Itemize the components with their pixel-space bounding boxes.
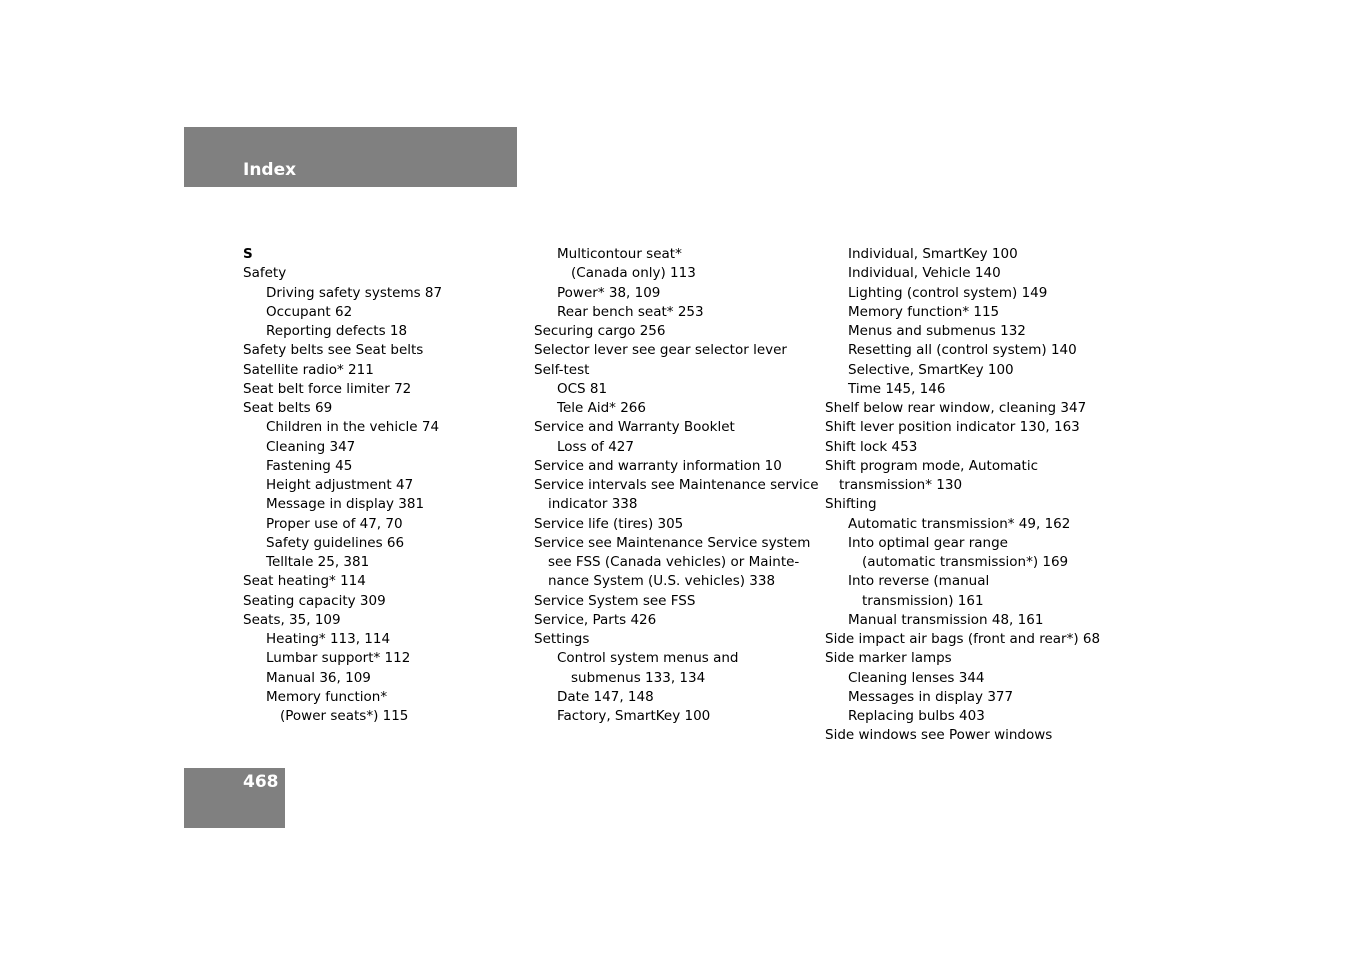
index-entry: Settings — [534, 631, 590, 647]
index-subentry: Lighting (control system) 149 — [848, 284, 1048, 301]
index-subentry: Driving safety systems 87 — [266, 284, 443, 301]
index-subentry-continuation: submenus 133, 134 — [571, 669, 706, 686]
index-entry: Self-test — [534, 361, 590, 378]
index-entry: Seat belts 69 — [243, 400, 333, 416]
index-entry: Shift program mode, Automatic — [825, 457, 1038, 474]
index-entry-continuation: transmission* 130 — [839, 477, 963, 493]
index-entry-continuation: nance System (U.S. vehicles) 338 — [548, 573, 776, 590]
index-subentry: Message in display 381 — [266, 496, 425, 513]
index-entry: Side marker lamps — [825, 650, 952, 667]
index-entry: Service life (tires) 305 — [534, 515, 684, 532]
page-number: 468 — [243, 772, 279, 792]
index-subentry: Telltale 25, 381 — [266, 554, 370, 570]
index-subentry: Messages in display 377 — [848, 688, 1014, 705]
index-subentry: Manual 36, 109 — [266, 669, 371, 686]
index-entry: Shelf below rear window, cleaning 347 — [825, 400, 1087, 416]
index-entry: Satellite radio* 211 — [243, 361, 374, 378]
index-subentry: Proper use of 47, 70 — [266, 515, 403, 532]
index-entry: Safety belts see Seat belts — [243, 342, 424, 359]
index-subentry: Tele Aid* 266 — [557, 400, 646, 416]
index-subentry: Children in the vehicle 74 — [266, 419, 440, 436]
page-title: Index — [243, 160, 297, 180]
index-letter-heading: S — [243, 246, 253, 262]
index-subentry: Control system menus and — [557, 650, 739, 667]
index-subentry: Height adjustment 47 — [266, 477, 414, 493]
page-number-tab — [184, 768, 285, 828]
index-subentry: Rear bench seat* 253 — [557, 303, 704, 320]
index-subentry: Occupant 62 — [266, 303, 353, 320]
index-entry: Seat belt force limiter 72 — [243, 380, 412, 397]
index-subentry: Safety guidelines 66 — [266, 534, 405, 551]
index-subentry: Heating* 113, 114 — [266, 631, 391, 647]
index-subentry: Resetting all (control system) 140 — [848, 342, 1077, 359]
index-entry: Service System see FSS — [534, 592, 696, 609]
index-entry: Service intervals see Maintenance service — [534, 477, 819, 493]
index-subentry-continuation: (automatic transmission*) 169 — [862, 554, 1069, 570]
index-subentry: Memory function* 115 — [848, 303, 1000, 320]
index-entry: Shift lever position indicator 130, 163 — [825, 419, 1080, 436]
index-subentry: Replacing bulbs 403 — [848, 708, 985, 724]
index-subentry: Loss of 427 — [557, 438, 634, 455]
index-subentry: Selective, SmartKey 100 — [848, 361, 1014, 378]
index-entry: Service and Warranty Booklet — [534, 419, 735, 436]
index-column-2 — [534, 245, 819, 726]
index-entry-continuation: indicator 338 — [548, 496, 638, 513]
index-entry: Securing cargo 256 — [534, 323, 666, 339]
index-entry: Side impact air bags (front and rear*) 68 — [825, 631, 1101, 647]
index-column-1 — [243, 245, 442, 726]
index-subentry: Power* 38, 109 — [557, 284, 661, 301]
index-subentry: OCS 81 — [557, 380, 608, 397]
index-entry: Shift lock 453 — [825, 438, 918, 455]
index-subentry: Memory function* — [266, 688, 388, 705]
index-entry: Safety — [243, 265, 287, 282]
header-bar — [184, 127, 517, 187]
index-subentry: Cleaning lenses 344 — [848, 669, 985, 686]
index-entry: Selector lever see gear selector lever — [534, 342, 787, 359]
index-subentry: Automatic transmission* 49, 162 — [848, 515, 1071, 532]
index-subentry: Time 145, 146 — [848, 380, 946, 397]
index-entry: Seat heating* 114 — [243, 573, 366, 590]
index-subentry: Fastening 45 — [266, 457, 353, 474]
index-entry: Seating capacity 309 — [243, 592, 386, 609]
index-subentry: Date 147, 148 — [557, 688, 654, 705]
index-entry-continuation: see FSS (Canada vehicles) or Mainte- — [548, 554, 800, 570]
index-subentry: Cleaning 347 — [266, 438, 356, 455]
index-subentry: Individual, Vehicle 140 — [848, 265, 1001, 282]
index-entry: Service, Parts 426 — [534, 611, 657, 628]
index-entry: Seats, 35, 109 — [243, 611, 341, 628]
index-entry: Service see Maintenance Service system — [534, 534, 811, 551]
index-entry: Shifting — [825, 496, 877, 513]
index-column-3 — [825, 245, 1100, 746]
index-subentry-continuation: transmission) 161 — [862, 592, 984, 609]
index-subentry: Into reverse (manual — [848, 573, 990, 590]
index-subentry: Lumbar support* 112 — [266, 650, 411, 667]
index-subentry: Into optimal gear range — [848, 534, 1008, 551]
index-subentry: Manual transmission 48, 161 — [848, 611, 1044, 628]
index-entry: Service and warranty information 10 — [534, 457, 782, 474]
index-subentry-continuation: (Canada only) 113 — [571, 265, 696, 282]
index-subentry: Factory, SmartKey 100 — [557, 708, 711, 724]
index-subentry: Individual, SmartKey 100 — [848, 246, 1018, 262]
index-subentry: Multicontour seat* — [557, 246, 682, 262]
index-subentry-continuation: (Power seats*) 115 — [280, 708, 409, 724]
index-entry: Side windows see Power windows — [825, 727, 1053, 744]
index-subentry: Reporting defects 18 — [266, 323, 408, 339]
index-subentry: Menus and submenus 132 — [848, 323, 1026, 339]
